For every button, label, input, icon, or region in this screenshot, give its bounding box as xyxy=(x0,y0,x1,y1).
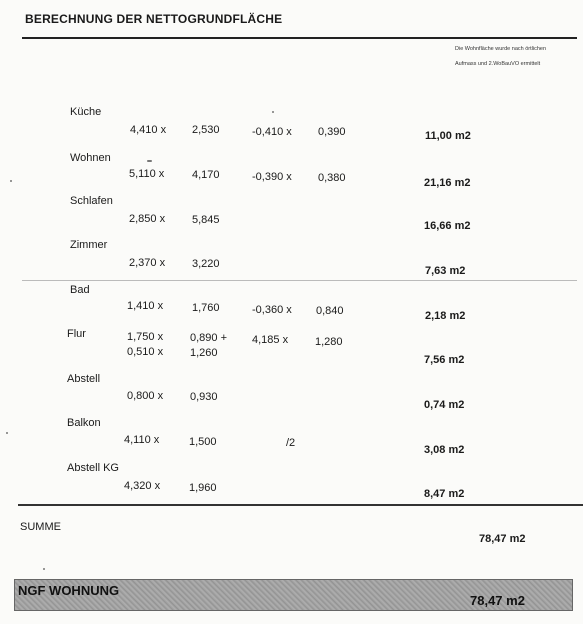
dim-a: 2,370 x xyxy=(129,257,166,269)
note-line-2: Aufmass und 2.WoBauVO ermittelt xyxy=(455,61,541,67)
dim-c: 4,185 x xyxy=(252,334,289,346)
dim-d: 0,390 xyxy=(318,126,346,138)
room-label-schlafen: Schlafen xyxy=(70,195,113,207)
room-result: 16,66 m2 xyxy=(424,220,471,232)
room-label-kueche: Küche xyxy=(70,106,102,118)
dim-a: 2,850 x xyxy=(129,213,166,225)
dim-c: -0,410 x xyxy=(252,126,292,138)
scan-speck xyxy=(43,568,45,570)
dim-a: 0,800 x xyxy=(127,390,164,402)
dim-b: 2,530 xyxy=(192,124,220,136)
room-label-bad: Bad xyxy=(70,284,90,296)
dim-b: 1,960 xyxy=(189,482,217,494)
dim-b: 0,890 + xyxy=(190,332,228,344)
room-label-wohnen: Wohnen xyxy=(70,152,111,164)
dim-a: 1,410 x xyxy=(127,300,164,312)
dim-b: 3,220 xyxy=(192,258,220,270)
dim-c: -0,390 x xyxy=(252,171,292,183)
dim-a-2: 0,510 x xyxy=(127,346,164,358)
dim-b: 1,760 xyxy=(192,302,220,314)
dim-a: 4,110 x xyxy=(124,434,160,446)
room-result: 3,08 m2 xyxy=(424,444,465,456)
dim-a: 4,320 x xyxy=(124,480,161,492)
dim-d: 0,380 xyxy=(318,172,346,184)
room-result: 2,18 m2 xyxy=(425,310,466,322)
room-result: 7,56 m2 xyxy=(424,354,465,366)
summe-label: SUMME xyxy=(20,521,61,533)
ngf-label: NGF WOHNUNG xyxy=(18,583,120,598)
room-result: 21,16 m2 xyxy=(424,177,471,189)
scan-speck xyxy=(6,432,8,434)
section-divider xyxy=(22,280,577,281)
dim-c: -0,360 x xyxy=(252,304,292,316)
summary-rule xyxy=(18,504,583,506)
scan-speck xyxy=(147,160,152,162)
room-result: 0,74 m2 xyxy=(424,399,465,411)
dim-c: /2 xyxy=(286,437,296,449)
dim-b: 1,500 xyxy=(189,436,217,448)
dim-b: 4,170 xyxy=(192,169,220,181)
room-result: 8,47 m2 xyxy=(424,488,465,500)
dim-a: 5,110 x xyxy=(129,168,165,180)
summe-value: 78,47 m2 xyxy=(479,533,526,545)
dim-d: 1,280 xyxy=(315,336,343,348)
note-line-1: Die Wohnfläche wurde nach örtlichen xyxy=(455,46,547,52)
room-result: 7,63 m2 xyxy=(425,265,466,277)
dim-b: 5,845 xyxy=(192,214,220,226)
dim-b-2: 1,260 xyxy=(190,347,218,359)
scan-speck xyxy=(10,180,12,182)
scan-speck xyxy=(272,111,274,113)
room-label-zimmer: Zimmer xyxy=(70,239,108,251)
document-title: BERECHNUNG DER NETTOGRUNDFLÄCHE xyxy=(25,12,283,26)
room-label-abstell: Abstell xyxy=(67,373,101,385)
room-result: 11,00 m2 xyxy=(425,130,471,142)
dim-a: 1,750 x xyxy=(127,331,164,343)
room-label-flur: Flur xyxy=(67,328,86,340)
dim-d: 0,840 xyxy=(316,305,344,317)
ngf-value: 78,47 m2 xyxy=(470,593,525,608)
title-rule xyxy=(22,37,577,39)
dim-b: 0,930 xyxy=(190,391,218,403)
room-label-abstell-kg: Abstell KG xyxy=(67,462,119,474)
room-label-balkon: Balkon xyxy=(67,417,101,429)
dim-a: 4,410 x xyxy=(130,124,167,136)
